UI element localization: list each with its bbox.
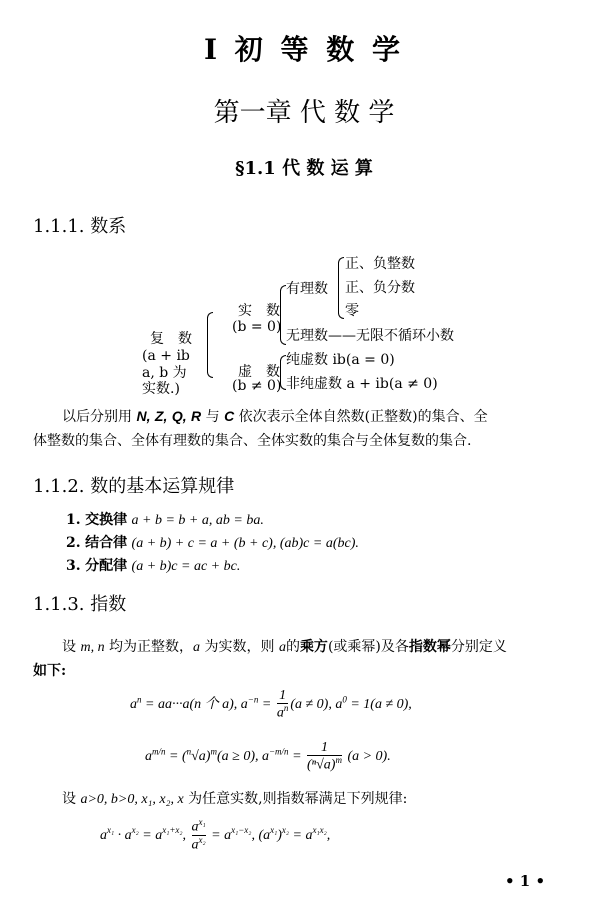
rule-commutative [66, 513, 264, 528]
math: a [130, 696, 137, 712]
rule-number: 1. [66, 512, 81, 528]
text: 为任意实数,则指数幂满足下列规律: [183, 791, 408, 807]
math: a [100, 827, 107, 843]
set-symbol: R [191, 408, 202, 424]
brace [207, 312, 213, 378]
math: = 1(a ≠ 0), [346, 696, 412, 712]
numerator: 1 [279, 688, 287, 703]
math: = a [207, 827, 232, 843]
fraction [307, 740, 342, 773]
text: 设 [62, 639, 81, 655]
math: = [288, 748, 306, 764]
math: n [283, 703, 289, 714]
math: (a > 0). [343, 748, 391, 764]
pure-imaginary: 纯虚数 ib(a = 0) [286, 352, 395, 368]
math: −m/n [268, 746, 289, 757]
math: m [210, 746, 217, 757]
formula-rational-exponent [145, 740, 391, 773]
set-symbol: Q, [171, 408, 187, 424]
math: a [191, 819, 199, 835]
text: 与 [205, 409, 220, 425]
math: = [258, 696, 275, 712]
subsection-heading-1-1-3: 1.1.3. 指数 [33, 594, 127, 615]
math: x₂ [281, 825, 290, 836]
chapter-title: 第一章 代 数 学 [213, 98, 395, 128]
rule-number: 2. [66, 535, 81, 551]
math: 0 [342, 694, 347, 705]
rule-formula: a + b = b + a, ab = ba. [131, 513, 264, 528]
imaginary-condition: (b ≠ 0) [232, 378, 282, 394]
irrational-label: 无理数——无限不循环小数 [286, 328, 454, 344]
math: , (a [251, 827, 271, 843]
complex-note-2: a, b 为 [142, 365, 187, 381]
math: m/n [152, 746, 166, 757]
numerator: 1 [320, 740, 328, 755]
text: 为实数，则 [200, 639, 279, 655]
math: x₁+x₂ [162, 825, 183, 836]
text: 分别定义 [450, 639, 507, 655]
term: 乘方 [299, 639, 328, 655]
non-pure-imaginary: 非纯虚数 a + ib(a ≠ 0) [286, 376, 438, 392]
rational-item: 正、负整数 [345, 256, 415, 272]
rule-associative [66, 536, 359, 551]
section-title: §1.1 代 数 运 算 [235, 158, 373, 179]
math: ) [277, 827, 282, 843]
rule-distributive [66, 559, 240, 574]
page-number: • 1 • [505, 872, 546, 890]
term: 指数幂 [408, 639, 451, 655]
math: = ( [165, 748, 187, 764]
complex-label: 复 数 [150, 331, 192, 347]
math: x₂ [198, 835, 206, 846]
rule-name: 结合律 [85, 535, 128, 551]
math: x₂ [131, 825, 139, 836]
text: 的 [285, 639, 300, 655]
math: (ⁿ√a) [307, 758, 336, 774]
text: 均为正整数， [104, 639, 194, 655]
brace [338, 257, 344, 319]
rational-label: 有理数 [286, 281, 328, 297]
math: n [186, 746, 192, 757]
formula-integer-exponent [130, 688, 412, 721]
math: x₁−x₂ [231, 825, 252, 836]
math: = aa···a(n 个 a), a [141, 696, 248, 712]
math: −n [247, 694, 259, 705]
text: (或乘幂)及各 [327, 639, 409, 655]
exponent-laws-intro [62, 792, 407, 807]
subsection-heading-1-1-2: 1.1.2. 数的基本运算规律 [33, 476, 235, 497]
rule-name: 分配律 [85, 558, 128, 574]
real-condition: (b = 0) [232, 319, 282, 335]
text: 设 [62, 791, 81, 807]
math: m [335, 755, 342, 766]
numerator [192, 818, 206, 835]
rule-formula: (a + b)c = ac + bc. [131, 559, 241, 574]
text: 依次表示全体自然数(正整数)的集合、全 [238, 409, 488, 425]
math: (a ≠ 0), a [290, 696, 343, 712]
math: a [191, 837, 199, 853]
fraction [277, 688, 289, 721]
math: , [326, 827, 331, 843]
math: a [278, 640, 286, 655]
exponent-paragraph-line-2: 如下: [33, 663, 67, 679]
real-label: 实 数 [238, 303, 280, 319]
complex-note-1: (a + ib [142, 348, 190, 364]
math: a [145, 748, 152, 764]
sets-paragraph-line-2: 体整数的集合、全体有理数的集合、全体实数的集合与全体复数的集合. [33, 433, 472, 449]
math: x₁ [198, 817, 206, 827]
math: a [193, 640, 201, 655]
math: (a ≥ 0), a [216, 748, 269, 764]
set-symbol: Z, [154, 408, 168, 424]
rational-item: 零 [345, 303, 359, 319]
denominator [192, 835, 206, 853]
math: a>0, b>0, x₁, x₂, x [80, 792, 184, 807]
rule-formula: (a + b) + c = a + (b + c), (ab)c = a(bc). [131, 536, 359, 551]
imaginary-label: 虚 数 [238, 364, 280, 380]
math: m, n [80, 640, 105, 655]
math: , [182, 827, 190, 843]
math: x₁ [270, 825, 278, 836]
math: x₁ [107, 825, 115, 836]
rule-number: 3. [66, 558, 81, 574]
math: a [276, 706, 284, 722]
part-title: I 初 等 数 学 [203, 33, 405, 66]
rule-name: 交换律 [85, 512, 128, 528]
subsection-heading-1-1-1: 1.1.1. 数系 [33, 216, 127, 237]
rational-item: 正、负分数 [345, 280, 415, 296]
set-symbol: C [224, 408, 235, 424]
formula-exponent-laws [100, 818, 330, 853]
fraction [192, 818, 206, 853]
text: 以后分别用 [62, 409, 132, 425]
sets-paragraph-line-1 [62, 409, 488, 424]
set-symbol: N, [136, 408, 151, 424]
denominator [307, 755, 342, 773]
exponent-paragraph-line-1 [62, 640, 507, 655]
math: √a) [191, 748, 211, 764]
math: n [137, 694, 142, 705]
denominator [277, 703, 289, 721]
math: · a [114, 827, 132, 843]
math: = a [289, 827, 313, 843]
math: x₁x₂ [312, 825, 327, 836]
complex-note-3: 实数.) [142, 381, 180, 397]
math: = a [138, 827, 163, 843]
